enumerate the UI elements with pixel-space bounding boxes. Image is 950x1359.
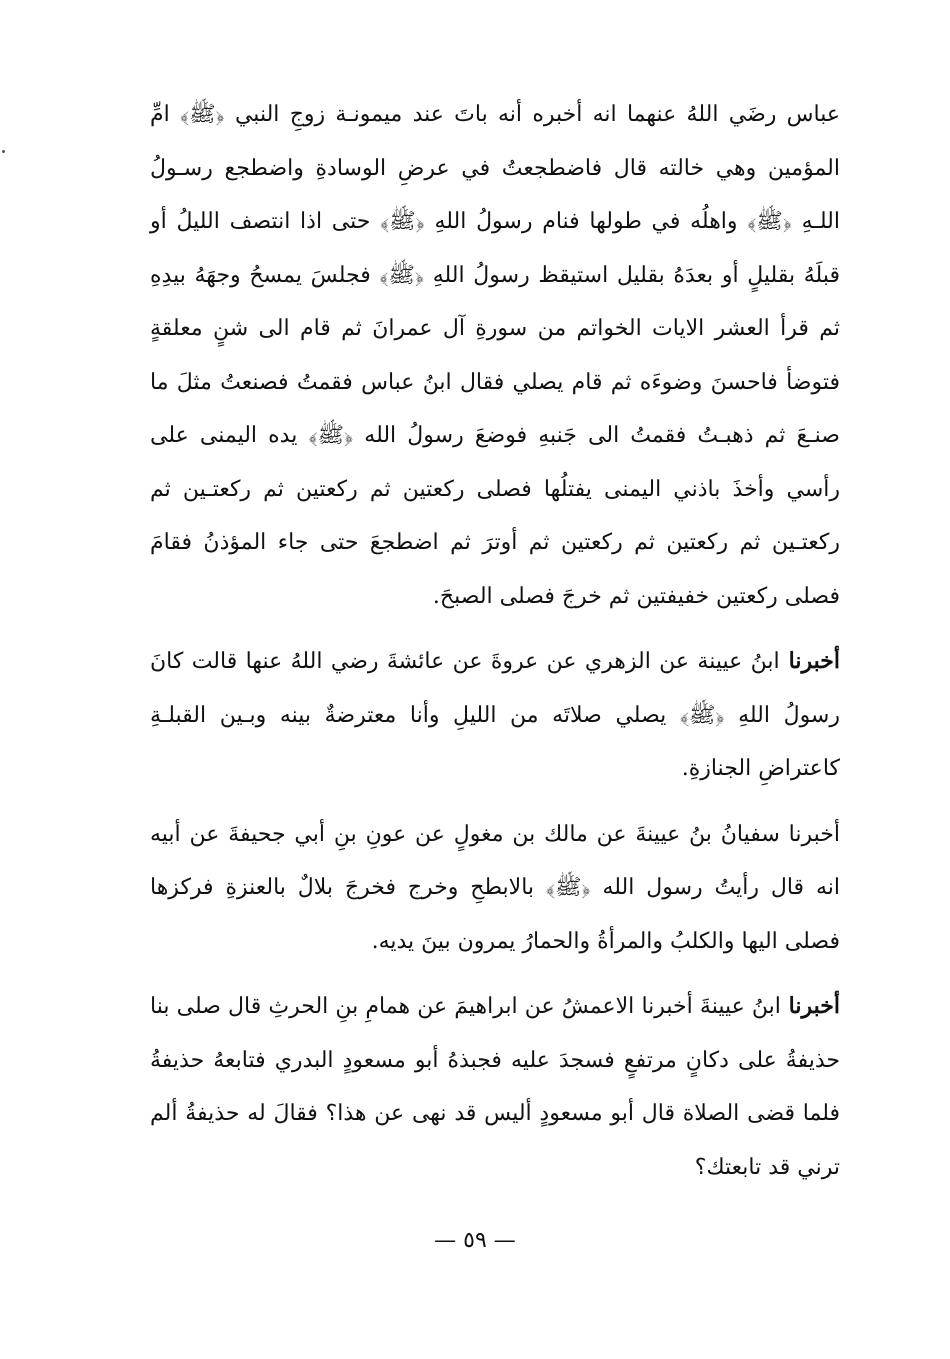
page-number: — ٥٩ — (434, 1228, 516, 1253)
paragraph-3-text: أخبرنا سفيانُ بنُ عيينةَ عن مالك بن مغولٍ عن عونِ بنِ أبي جحيفةَ عن أبيه انه قال رأيتُ رسول الله ﴿ﷺ﴾ بالابطحِ وخرج فخرجَ بلالٌ بالعنزةِ فركزها فصلى اليها والكلبُ والمرأةُ والحمارُ يمرون بينَ يديه. (150, 821, 840, 954)
margin-mark (2, 150, 5, 153)
text-body (150, 88, 840, 1194)
paragraph-2 (150, 635, 840, 796)
paragraph-4-lead: أخبرنا (780, 993, 840, 1019)
paragraph-1-text: عباس رضَي اللهُ عنهما انه أخبره أنه باتَ عند ميمونـة زوجِ النبي ﴿ﷺ﴾ امِّ المؤمين وهي خالته قال فاضطجعتُ في عرضِ الوسادةِ واضطجع رسـولُ اللـهِ ﴿ﷺ﴾ واهلُه في طولها فنام رسولُ اللهِ ﴿ﷺ﴾ حتى اذا انتصف الليلُ أو قبلَهُ بقليلٍ أو بعدَهُ بقليل استيقظ رسولُ اللهِ ﴿ﷺ﴾ فجلسَ يمسحُ وجهَهُ بيدِهِ ثم قرأ العشر الايات الخواتم من سورةِ آل عمرانَ ثم قام الى شنٍ معلقةٍ فتوضأ فاحسنَ وضوءَه ثم قام يصلي فقال ابنُ عباس فقمتُ فصنعتُ مثلَ ما صنـعَ ثم ذهبـتُ فقمتُ الى جَنبهِ فوضعَ رسولُ الله ﴿ﷺ﴾ يده اليمنى على رأسي وأخذَ باذني اليمنى يفتلُها فصلى ركعتين ثم ركعتين ثم ركعتـين ثم ركعتـين ثم ركعتين ثم ركعتين ثم أوترَ ثم اضطجعَ حتى جاء المؤذنُ فقامَ فصلى ركعتين خفيفتين ثم خرجَ فصلى الصبحَ. (150, 102, 840, 609)
paragraph-3 (150, 808, 840, 969)
paragraph-4-text: ابنُ عيينةَ أخبرنا الاعمشُ عن ابراهيمَ عن همامِ بنِ الحرثِ قال صلى بنا حذيفةُ على دكانٍ مرتفعٍ فسجدَ عليه فجبذهُ أبو مسعودٍ البدري فتابعهُ حذيفةُ فلما قضى الصلاة قال أبو مسعودٍ أليس قد نهى عن هذا؟ فقالَ له حذيفةُ ألم ترني قد تابعتك؟ (150, 994, 840, 1180)
paragraph-2-lead: أخبرنا (779, 648, 840, 674)
paragraph-1 (150, 88, 840, 623)
paragraph-2-text: ابنُ عيينة عن الزهري عن عروةَ عن عائشةَ رضي اللهُ عنها قالت كانَ رسولُ اللهِ ﴿ﷺ﴾ يصلي صلاتَه من الليلِ وأنا معترضةٌ بينه وبـين القبلـةِ كاعتراضِ الجنازةِ. (150, 649, 840, 781)
paragraph-4 (150, 980, 840, 1194)
